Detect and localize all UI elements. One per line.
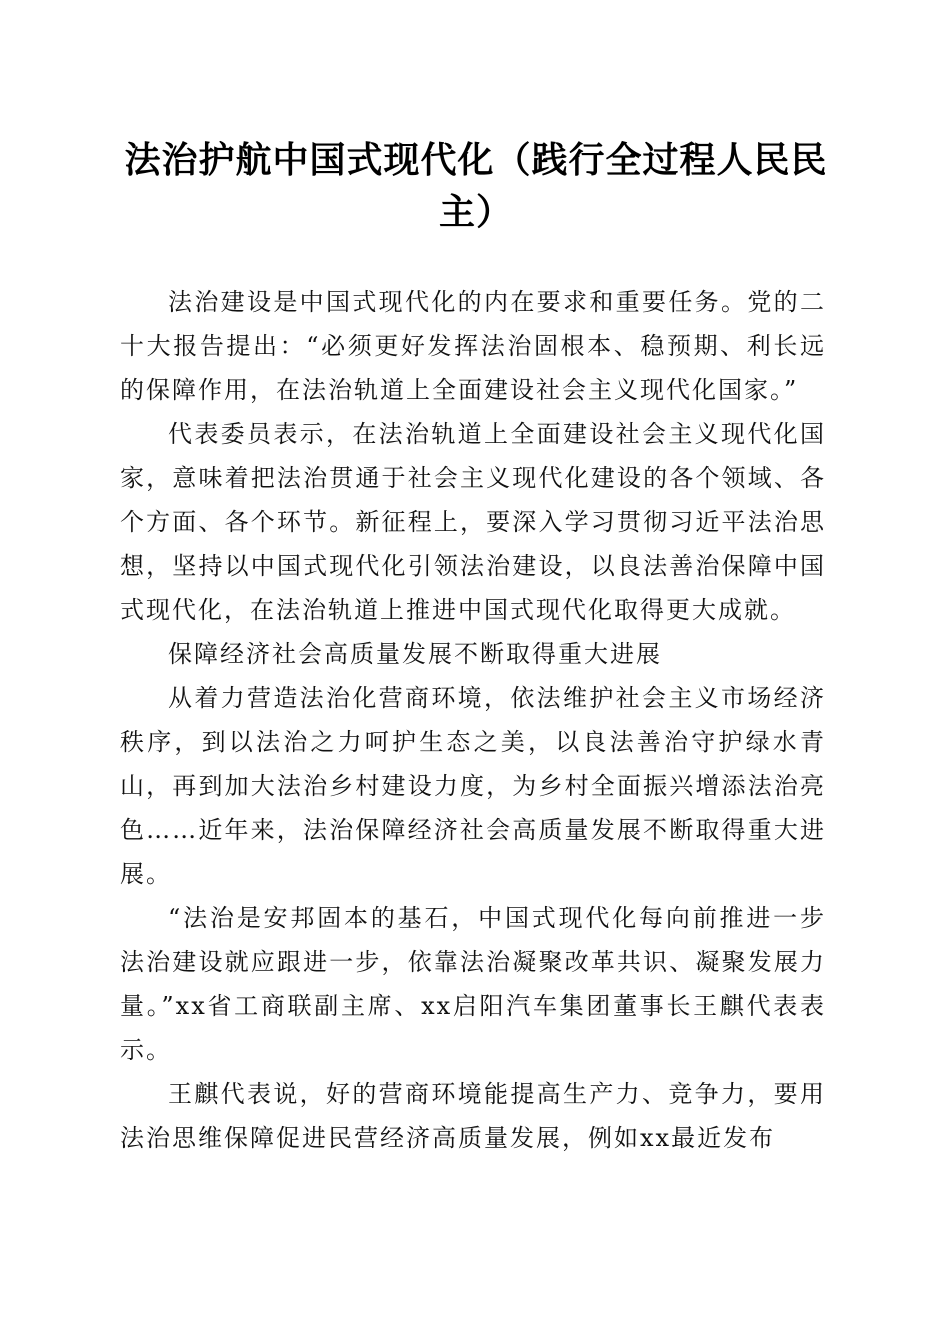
paragraph-intro: 法治建设是中国式现代化的内在要求和重要任务。党的二十大报告提出：“必须更好发挥法治固根本、稳预期、利长远的保障作用，在法治轨道上全面建设社会主义现代化国家。” <box>120 288 826 404</box>
document-title: 法治护航中国式现代化（践行全过程人民民主） <box>124 139 828 233</box>
document-body <box>120 280 826 1160</box>
paragraph-wangqi: 王麒代表说，好的营商环境能提高生产力、竞争力，要用法治思维保障促进民营经济高质量发展，例如xx最近发布 <box>120 1080 826 1152</box>
paragraph-business-environment: 从着力营造法治化营商环境，依法维护社会主义市场经济秩序，到以法治之力呵护生态之美，以良法善治守护绿水青山，再到加大法治乡村建设力度，为乡村全面振兴增添法治亮色……近年来，法治保障经济社会高质量发展不断取得重大进展。 <box>120 684 826 888</box>
paragraph-quote: “法治是安邦固本的基石，中国式现代化每向前推进一步法治建设就应跟进一步，依靠法治凝聚改革共识、凝聚发展力量。”xx省工商联副主席、xx启阳汽车集团董事长王麒代表表示。 <box>120 904 826 1064</box>
section-heading: 保障经济社会高质量发展不断取得重大进展 <box>168 640 662 668</box>
paragraph-representatives: 代表委员表示，在法治轨道上全面建设社会主义现代化国家，意味着把法治贯通于社会主义现代化建设的各个领域、各个方面、各个环节。新征程上，要深入学习贯彻习近平法治思想，坚持以中国式现代化引领法治建设，以良法善治保障中国式现代化，在法治轨道上推进中国式现代化取得更大成就。 <box>120 420 826 624</box>
